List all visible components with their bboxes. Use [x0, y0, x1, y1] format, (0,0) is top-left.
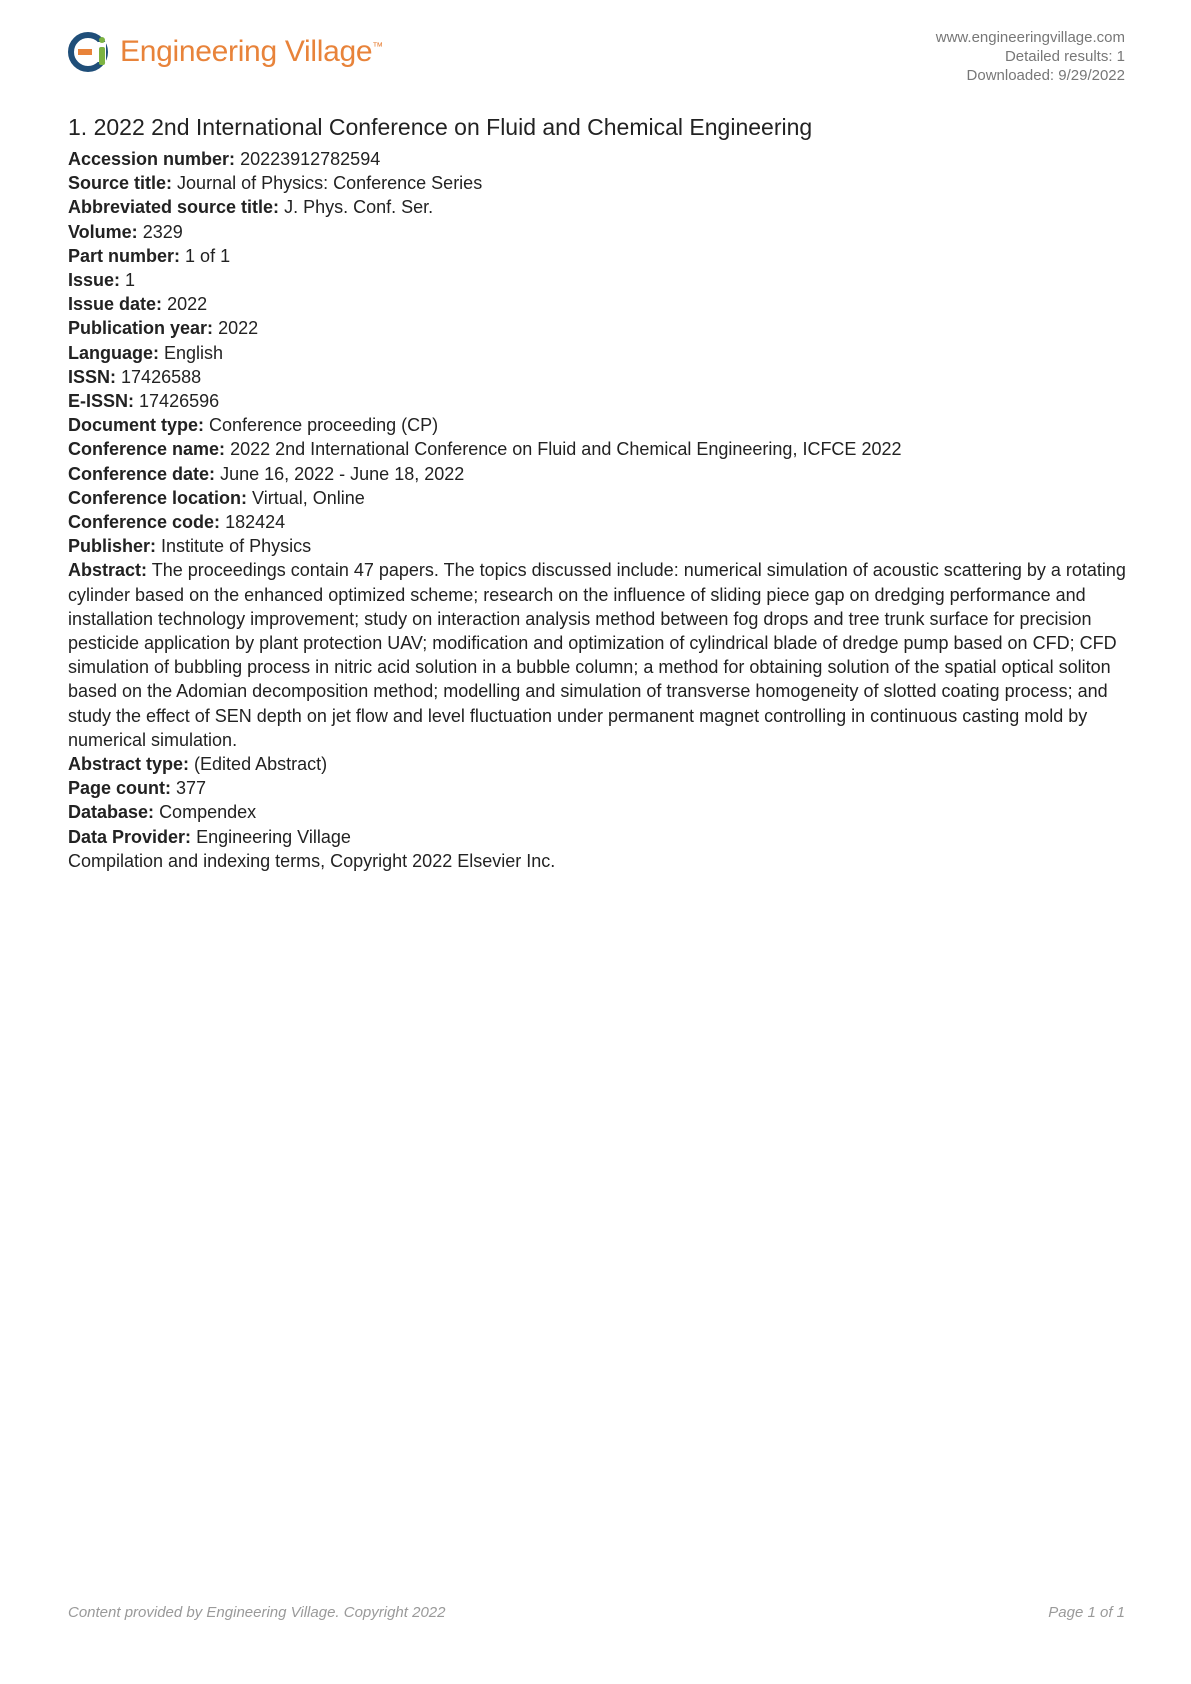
engineering-village-logo-icon: [68, 30, 112, 74]
field-value: 20223912782594: [240, 149, 381, 169]
field-value: Conference proceeding (CP): [209, 415, 439, 436]
record-field: [68, 800, 1130, 824]
field-label: Issue date:: [68, 294, 163, 315]
field-value: 2022: [167, 294, 208, 315]
record-field: [68, 220, 1130, 244]
copyright-line: Compilation and indexing terms, Copyright 2022 Elsevier Inc.: [68, 850, 556, 871]
record-field: [68, 147, 1130, 171]
field-label: Abbreviated source title:: [68, 197, 280, 218]
record-field: [68, 462, 1130, 486]
field-label: E-ISSN:: [68, 391, 135, 412]
field-label: Conference date:: [68, 463, 216, 484]
field-value: Engineering Village: [196, 826, 351, 847]
results-count: Detailed results: 1: [1004, 48, 1125, 65]
record-field: [68, 776, 1130, 800]
record-field: [68, 292, 1130, 316]
logo-text: Engineering Village™: [120, 35, 383, 68]
logo: [68, 30, 383, 74]
field-value: J. Phys. Conf. Ser.: [284, 197, 434, 218]
record-field: [68, 268, 1130, 292]
field-label: Conference location:: [68, 487, 248, 508]
record-field: [68, 510, 1130, 534]
field-value: Virtual, Online: [252, 487, 365, 508]
record-field: [68, 825, 1130, 849]
field-value: 2329: [142, 221, 183, 242]
field-value: 2022 2nd International Conference on Fluid and Chemical Engineering, ICFCE 2022: [230, 439, 902, 460]
field-label: Data Provider:: [68, 826, 192, 847]
page-number: Page 1 of 1: [1048, 1604, 1125, 1621]
field-label: Language:: [68, 342, 160, 363]
field-value: 17426596: [139, 391, 220, 412]
record-field: [68, 365, 1130, 389]
field-label: Conference name:: [68, 439, 226, 460]
record-fields: [68, 147, 1130, 873]
field-value: The proceedings contain 47 papers. The topics discussed include: numerical simulation of acoustic scattering by a rotating cylinder based on the enhanced optimized scheme; research on the influence of sliding piece gap on dredging performance and installation technology improvement; study on interaction analysis method between fog drops and tree trunk surface for precision pesticide application by plant protection UAV; modification and optimization of cylindrical blade of dredge pump based on CFD; CFD simulation of bubbling process in nitric acid solution in a bubble column; a method for obtaining solution of the spatial optical soliton based on the Adomian decomposition method; modelling and simulation of transverse homogeneity of slotted coating process; and study the effect of SEN depth on jet flow and level fluctuation under permanent magnet controlling in continuous casting mold by numerical simulation.: [68, 560, 1126, 750]
record-field: [68, 437, 1130, 461]
record-field: [68, 413, 1130, 437]
record-field: [68, 195, 1130, 219]
record-field: [68, 752, 1130, 776]
field-label: Publisher:: [68, 536, 157, 557]
record-field: [68, 171, 1130, 195]
record-field: [68, 389, 1130, 413]
field-label: Abstract:: [68, 560, 148, 581]
field-value: June 16, 2022 - June 18, 2022: [220, 463, 465, 484]
footer-copyright: Content provided by Engineering Village. Copyright 2022: [68, 1604, 446, 1621]
field-value: Institute of Physics: [161, 536, 312, 557]
field-label: Part number:: [68, 245, 181, 266]
field-label: Abstract type:: [68, 754, 190, 775]
field-label: Accession number:: [68, 149, 236, 169]
field-label: Issue:: [68, 270, 121, 291]
record-field: [68, 341, 1130, 365]
field-value: 17426588: [121, 366, 202, 387]
record-field: [68, 316, 1130, 340]
field-label: Volume:: [68, 221, 138, 242]
field-value: Compendex: [159, 802, 257, 823]
download-meta: [936, 28, 1125, 85]
site-url: www.engineeringvillage.com: [935, 29, 1125, 46]
field-value: 182424: [225, 512, 286, 533]
field-value: 1: [125, 270, 136, 291]
field-value: (Edited Abstract): [194, 754, 328, 775]
record-field: [68, 486, 1130, 510]
record-field: [68, 534, 1130, 558]
field-label: ISSN:: [68, 366, 117, 387]
record-title: 1. 2022 2nd International Conference on Fluid and Chemical Engineering: [68, 114, 813, 140]
field-value: English: [164, 342, 224, 363]
record-field: [68, 244, 1130, 268]
field-label: Source title:: [68, 173, 173, 194]
field-value: Journal of Physics: Conference Series: [177, 173, 483, 194]
field-label: Conference code:: [68, 512, 221, 533]
field-label: Page count:: [68, 778, 172, 799]
download-date: Downloaded: 9/29/2022: [966, 67, 1125, 84]
field-value: 377: [176, 778, 207, 799]
field-value: 2022: [218, 318, 259, 339]
field-value: 1 of 1: [185, 245, 231, 266]
field-label: Database:: [68, 802, 155, 823]
record-field: [68, 558, 1130, 752]
field-label: Publication year:: [68, 318, 214, 339]
field-label: Document type:: [68, 415, 205, 436]
